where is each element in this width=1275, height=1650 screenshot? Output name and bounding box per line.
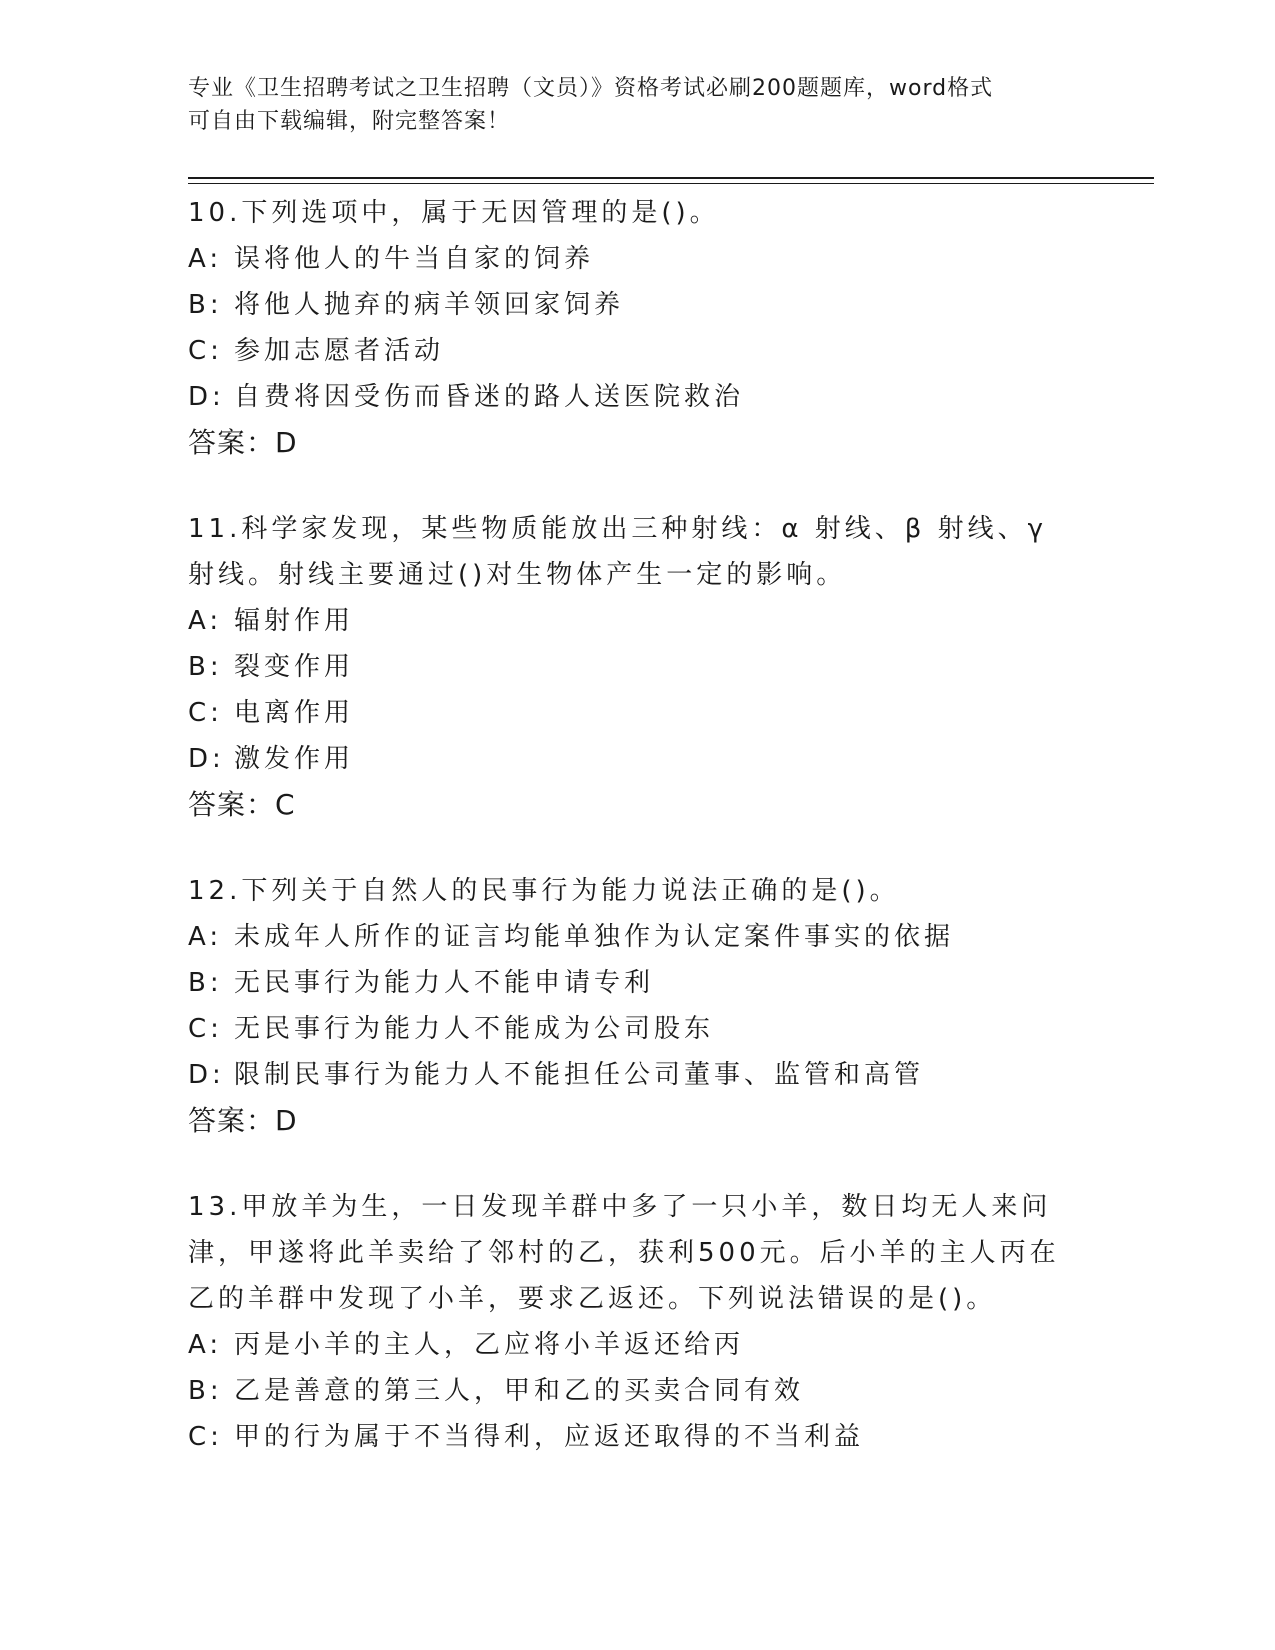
option-c (188, 328, 1148, 374)
option-text: 无民事行为能力人不能申请专利 (234, 968, 655, 998)
option-label: A: (188, 1330, 223, 1360)
option-c (188, 1006, 1148, 1052)
document-header (188, 72, 1088, 138)
option-label: D: (188, 382, 225, 412)
question-11 (188, 506, 1148, 828)
answer-line: 答案：D (188, 426, 298, 459)
option-a (188, 598, 1148, 644)
header-line-1: 专业《卫生招聘考试之卫生招聘（文员）》资格考试必刷200题题库，word格式 (188, 76, 994, 101)
option-b (188, 1368, 1148, 1414)
option-c (188, 1414, 1148, 1460)
option-label: C: (188, 336, 223, 366)
option-label: B: (188, 968, 223, 998)
option-label: A: (188, 606, 223, 636)
option-text: 辐射作用 (234, 606, 355, 636)
option-text: 乙是善意的第三人，甲和乙的买卖合同有效 (234, 1376, 805, 1406)
option-text: 丙是小羊的主人，乙应将小羊返还给丙 (234, 1330, 745, 1360)
header-divider-thin (188, 183, 1154, 184)
option-text: 自费将因受伤而昏迷的路人送医院救治 (234, 382, 745, 412)
option-label: B: (188, 652, 223, 682)
option-label: B: (188, 1376, 223, 1406)
option-text: 限制民事行为能力人不能担任公司董事、监管和高管 (234, 1060, 925, 1090)
header-line-2: 可自由下载编辑，附完整答案！ (188, 109, 511, 134)
question-12 (188, 868, 1148, 1144)
question-stem: 13.甲放羊为生，一日发现羊群中多了一只小羊，数日均无人来问津，甲遂将此羊卖给了邻村的乙，获利500元。后小羊的主人丙在乙的羊群中发现了小羊，要求乙返还。下列说法错误的是()。 (188, 1192, 1060, 1314)
option-text: 无民事行为能力人不能成为公司股东 (234, 1014, 715, 1044)
option-d (188, 374, 1148, 420)
option-label: C: (188, 698, 223, 728)
option-label: D: (188, 744, 225, 774)
option-a (188, 236, 1148, 282)
option-label: A: (188, 922, 223, 952)
answer-line: 答案：C (188, 788, 296, 821)
option-b (188, 644, 1148, 690)
option-label: C: (188, 1014, 223, 1044)
option-text: 将他人抛弃的病羊领回家饲养 (234, 290, 625, 320)
question-stem: 10.下列选项中，属于无因管理的是()。 (188, 198, 720, 228)
option-d (188, 736, 1148, 782)
option-c (188, 690, 1148, 736)
option-text: 裂变作用 (234, 652, 355, 682)
answer-line: 答案：D (188, 1104, 298, 1137)
option-label: A: (188, 244, 223, 274)
option-label: B: (188, 290, 223, 320)
question-stem: 12.下列关于自然人的民事行为能力说法正确的是()。 (188, 876, 900, 906)
question-list (188, 190, 1148, 1500)
option-label: D: (188, 1060, 225, 1090)
header-divider-thick (188, 177, 1154, 179)
option-text: 未成年人所作的证言均能单独作为认定案件事实的依据 (234, 922, 955, 952)
question-10 (188, 190, 1148, 466)
option-d (188, 1052, 1148, 1098)
option-text: 参加志愿者活动 (234, 336, 445, 366)
option-text: 甲的行为属于不当得利，应返还取得的不当利益 (234, 1422, 865, 1452)
option-b (188, 282, 1148, 328)
option-text: 激发作用 (234, 744, 355, 774)
question-stem: 11.科学家发现，某些物质能放出三种射线：α 射线、β 射线、γ 射线。射线主要通过()对生物体产生一定的影响。 (188, 514, 1047, 590)
option-a (188, 1322, 1148, 1368)
option-text: 电离作用 (234, 698, 355, 728)
option-text: 误将他人的牛当自家的饲养 (234, 244, 595, 274)
option-b (188, 960, 1148, 1006)
question-13 (188, 1184, 1148, 1460)
option-label: C: (188, 1422, 223, 1452)
option-a (188, 914, 1148, 960)
